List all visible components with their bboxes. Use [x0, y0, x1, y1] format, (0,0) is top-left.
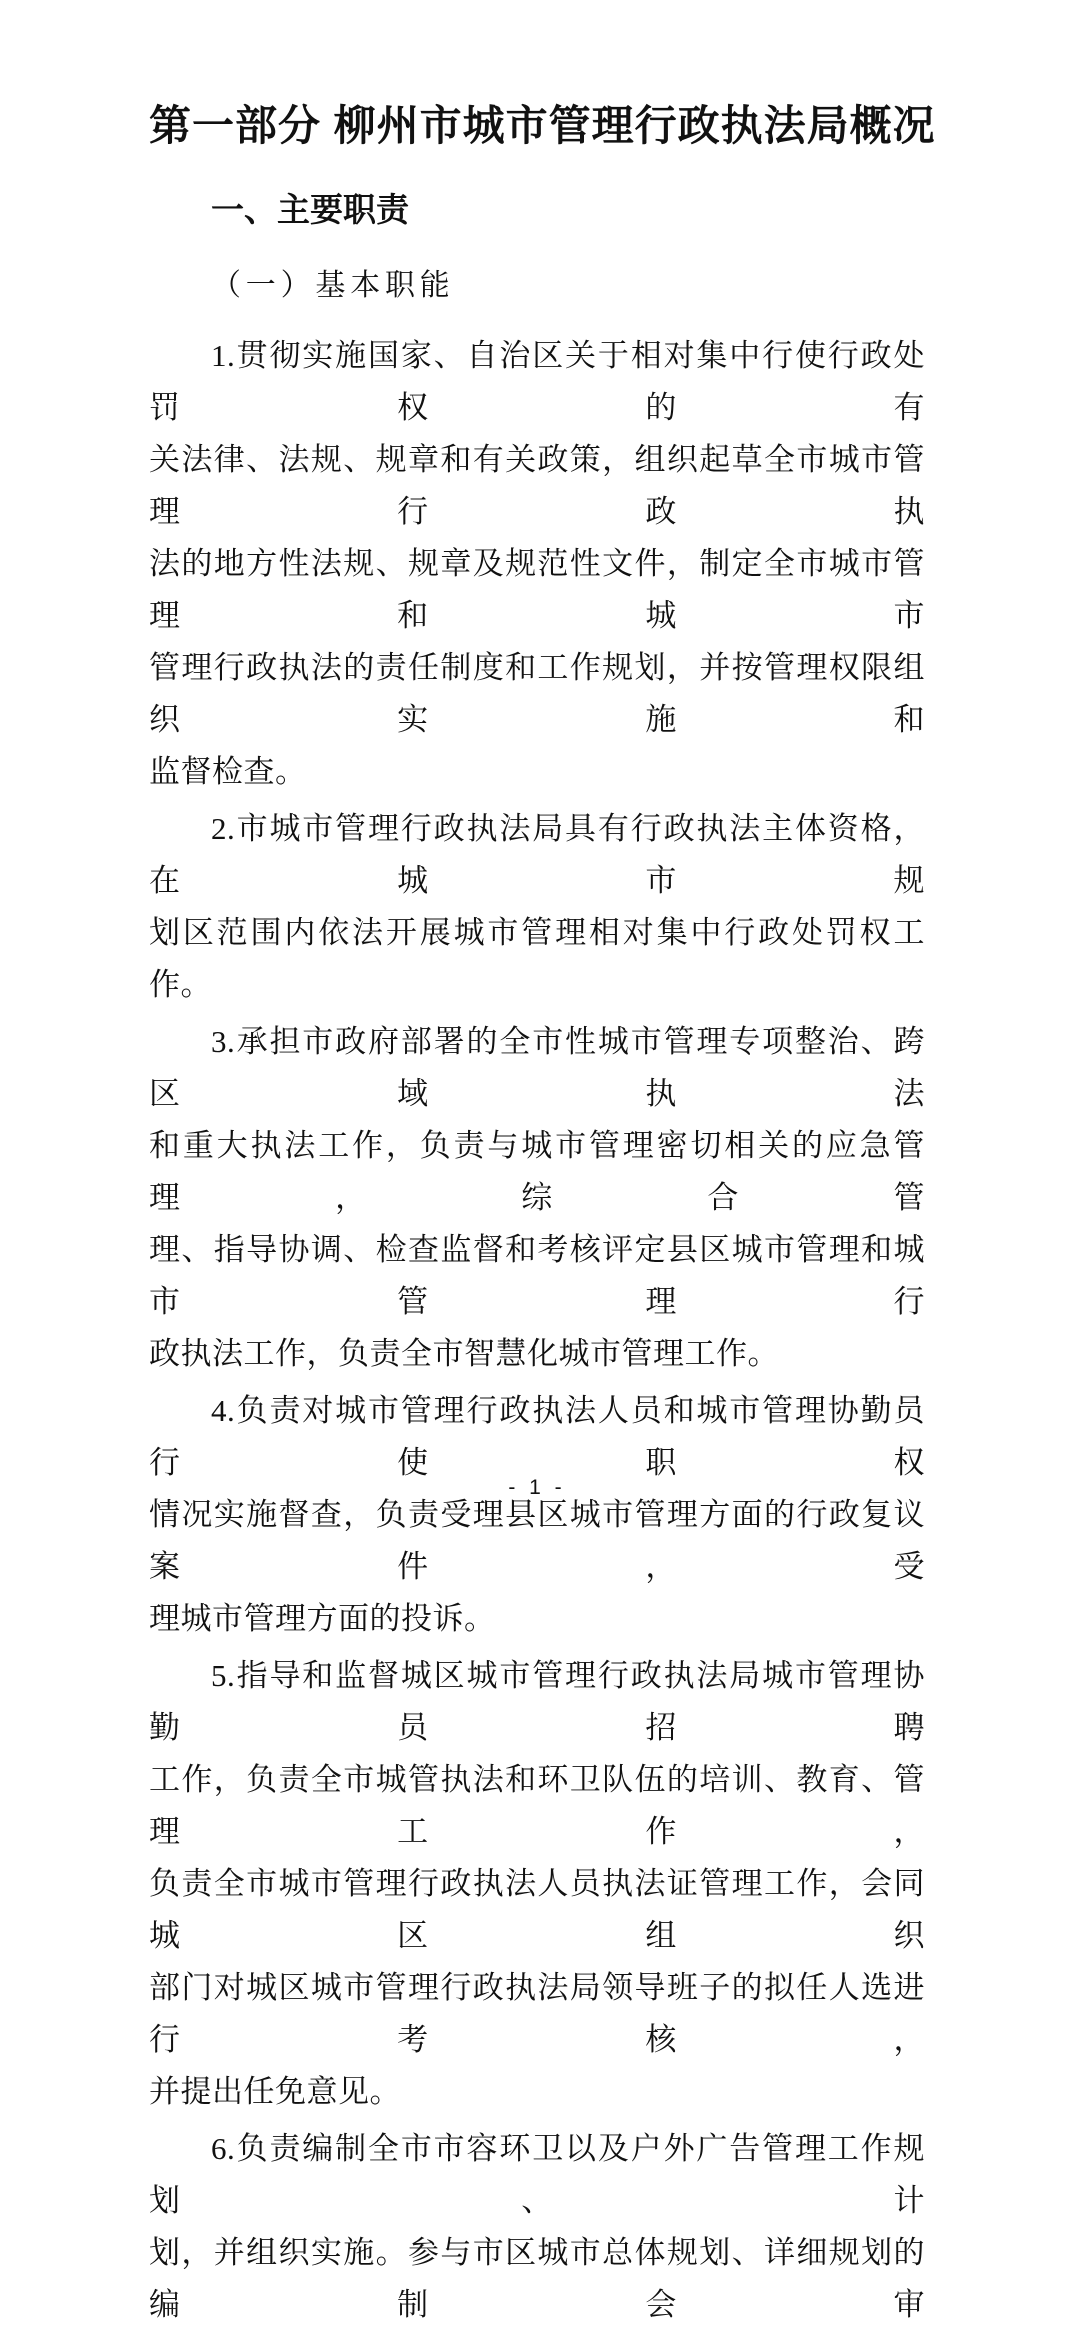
- body-line: 并提出任免意见。: [149, 2074, 401, 2109]
- body-line: 6.负责编制全市市容环卫以及户外广告管理工作规划、计: [149, 2131, 925, 2218]
- body-line: 情况实施督查，负责受理县区城市管理方面的行政复议案件，受: [149, 1497, 925, 1584]
- body-line: 关法律、法规、规章和有关政策，组织起草全市城市管理行政执: [149, 442, 925, 529]
- body-line: 管理行政执法的责任制度和工作规划，并按管理权限组织实施和: [149, 650, 925, 737]
- paragraph: [149, 803, 925, 1011]
- body-line: 工作，负责全市城管执法和环卫队伍的培训、教育、管理工作，: [149, 1762, 925, 1849]
- body-line: 和重大执法工作，负责与城市管理密切相关的应急管理，综合管: [149, 1128, 925, 1215]
- section-heading: 一、主要职责: [211, 191, 409, 228]
- document-page: [149, 0, 936, 2322]
- document-title: 第一部分 柳州市城市管理行政执法局概况: [149, 102, 936, 149]
- paragraphs: [149, 330, 925, 2331]
- page-number: - 1 -: [508, 1476, 566, 1499]
- body-line: 2.市城市管理行政执法局具有行政执法主体资格，在城市规: [149, 811, 925, 898]
- body-line: 划区范围内依法开展城市管理相对集中行政处罚权工作。: [149, 915, 925, 1002]
- body-line: 部门对城区城市管理行政执法局领导班子的拟任人选进行考核，: [149, 1970, 925, 2057]
- body-line: 理城市管理方面的投诉。: [149, 1601, 496, 1636]
- body-line: 政执法工作，负责全市智慧化城市管理工作。: [149, 1336, 779, 1371]
- paragraph: [149, 1385, 925, 1645]
- paragraph: [149, 2123, 925, 2331]
- body-line: 理、指导协调、检查监督和考核评定县区城市管理和城市管理行: [149, 1232, 925, 1319]
- paragraph: [149, 1650, 925, 2118]
- paragraph: [149, 330, 925, 798]
- body-line: 法的地方性法规、规章及规范性文件，制定全市城市管理和城市: [149, 546, 925, 633]
- paragraph: [149, 1016, 925, 1380]
- subsection-heading: （一）基本职能: [211, 269, 455, 302]
- body-line: 负责全市城市管理行政执法人员执法证管理工作，会同城区组织: [149, 1866, 925, 1953]
- body-line: 监督检查。: [149, 754, 307, 789]
- body-line: 3.承担市政府部署的全市性城市管理专项整治、跨区域执法: [149, 1024, 925, 1111]
- body-line: 1.贯彻实施国家、自治区关于相对集中行使行政处罚权的有: [149, 338, 925, 425]
- body-line: 划，并组织实施。参与市区城市总体规划、详细规划的编制会审: [149, 2235, 925, 2322]
- body-line: 4.负责对城市管理行政执法人员和城市管理协勤员行使职权: [149, 1393, 925, 1480]
- body-line: 5.指导和监督城区城市管理行政执法局城市管理协勤员招聘: [149, 1658, 925, 1745]
